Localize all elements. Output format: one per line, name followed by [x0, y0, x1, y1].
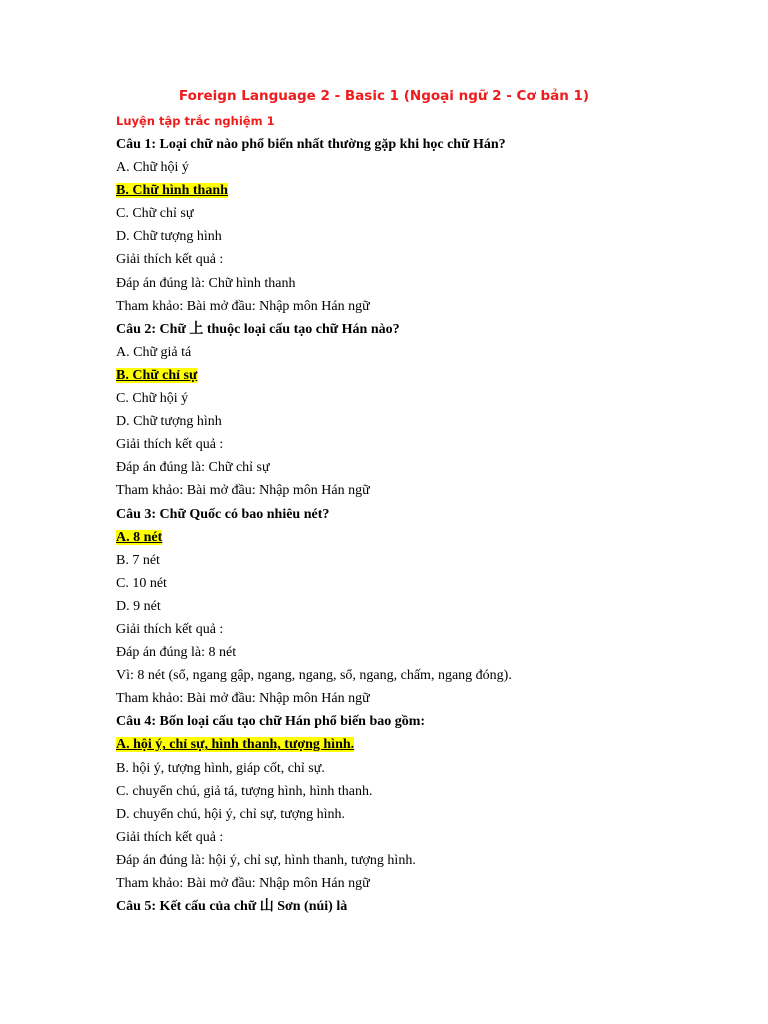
- q1-explain-label: Giải thích kết quả :: [116, 252, 224, 268]
- q4-correct-answer-highlight: A. hội ý, chỉ sự, hình thanh, tượng hình.: [116, 737, 355, 753]
- q4-reference: Tham khảo: Bài mở đầu: Nhập môn Hán ngữ: [116, 876, 370, 891]
- q1-reference: Tham khảo: Bài mở đầu: Nhập môn Hán ngữ: [116, 298, 370, 314]
- q2-explain-label: Giải thích kết quả :: [116, 437, 224, 453]
- q2-correct-answer-highlight: B. Chữ chỉ sự: [116, 367, 198, 383]
- q4-option-b: B. hội ý, tượng hình, giáp cốt, chỉ sự.: [116, 760, 325, 776]
- quiz-content: [116, 135, 676, 920]
- q4-option-d: D. chuyển chú, hội ý, chỉ sự, tượng hình.: [116, 806, 346, 822]
- q1-option-a: A. Chữ hội ý: [116, 160, 189, 176]
- document-title: Foreign Language 2 - Basic 1 (Ngoại ngữ 2 - Cơ bản 1): [178, 88, 590, 104]
- q3-note: Vì: 8 nét (sổ, ngang gập, ngang, ngang, sổ, ngang, chấm, ngang đóng).: [116, 668, 512, 684]
- q1-option-c: C. Chữ chỉ sự: [116, 206, 194, 222]
- q1-option-b-correct: [116, 181, 676, 204]
- q2-option-d: D. Chữ tượng hình: [116, 414, 222, 430]
- q3-reference: Tham khảo: Bài mở đầu: Nhập môn Hán ngữ: [116, 691, 370, 707]
- question-2: Câu 2: Chữ 上 thuộc loại cấu tạo chữ Hán nào?: [116, 321, 400, 337]
- q4-answer: Đáp án đúng là: hội ý, chỉ sự, hình thanh, tượng hình.: [116, 852, 416, 868]
- q3-option-a-correct: [116, 528, 676, 551]
- q1-correct-answer-highlight: B. Chữ hình thanh: [116, 183, 228, 199]
- q3-correct-answer-highlight: A. 8 nét: [116, 529, 163, 545]
- q4-option-c: C. chuyển chú, giả tá, tượng hình, hình thanh.: [116, 783, 373, 799]
- q1-answer: Đáp án đúng là: Chữ hình thanh: [116, 275, 296, 291]
- document-subtitle: Luyện tập trắc nghiệm 1: [116, 114, 275, 128]
- q3-option-d: D. 9 nét: [116, 598, 161, 614]
- question-1: Câu 1: Loại chữ nào phổ biến nhất thường gặp khi học chữ Hán?: [116, 137, 506, 152]
- question-5: Câu 5: Kết cấu của chữ 山 Sơn (núi) là: [116, 899, 348, 915]
- q2-option-b-correct: [116, 366, 676, 389]
- q1-option-d: D. Chữ tượng hình: [116, 229, 222, 245]
- q4-option-a-correct: [116, 735, 676, 758]
- q3-option-c: C. 10 nét: [116, 575, 167, 591]
- q2-option-c: C. Chữ hội ý: [116, 391, 189, 407]
- question-3: Câu 3: Chữ Quốc có bao nhiêu nét?: [116, 506, 330, 522]
- q4-explain-label: Giải thích kết quả :: [116, 829, 224, 845]
- q2-answer: Đáp án đúng là: Chữ chỉ sự: [116, 460, 270, 476]
- q2-option-a: A. Chữ giả tá: [116, 344, 192, 360]
- q3-explain-label: Giải thích kết quả :: [116, 621, 224, 637]
- q3-answer: Đáp án đúng là: 8 nét: [116, 645, 237, 661]
- q3-option-b: B. 7 nét: [116, 552, 160, 568]
- q2-reference: Tham khảo: Bài mở đầu: Nhập môn Hán ngữ: [116, 483, 370, 499]
- question-4: Câu 4: Bốn loại cấu tạo chữ Hán phổ biến bao gồm:: [116, 714, 426, 730]
